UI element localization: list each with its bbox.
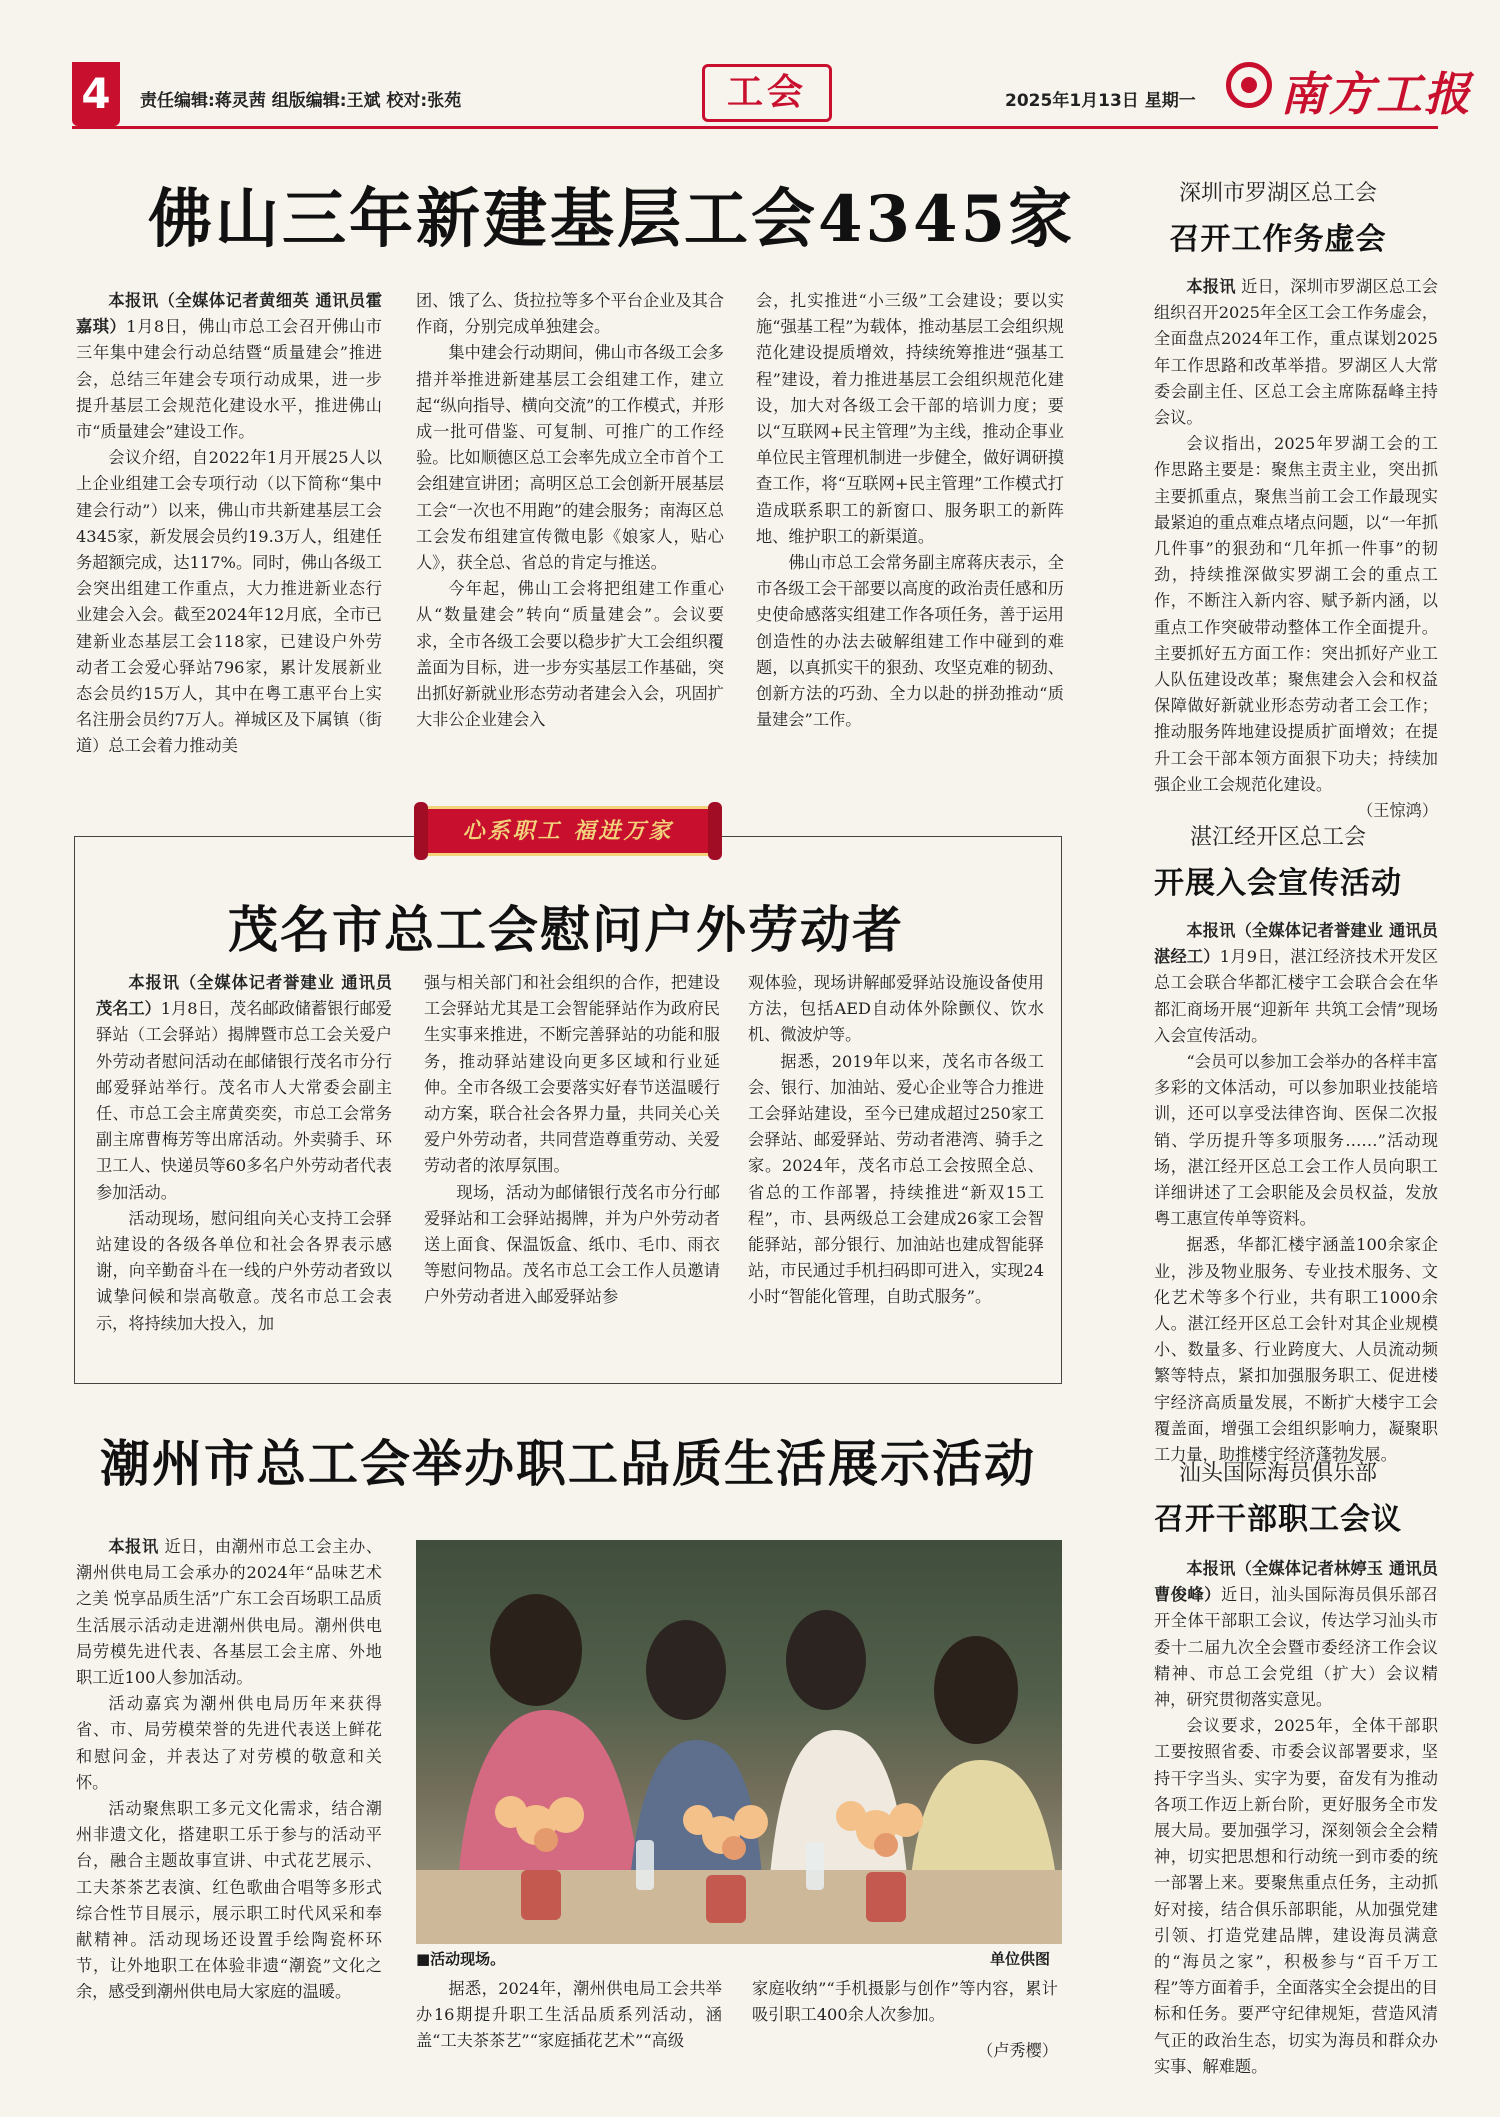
- article-column: [76, 288, 382, 760]
- masthead-logo-icon: [1226, 62, 1272, 108]
- paragraph: 观体验，现场讲解邮爱驿站设施设备使用方法，包括AED自动体外除颤仪、饮水机、微波炉等。: [748, 973, 1044, 1045]
- sidebar-byline: 本报讯（全媒体记者誉建业 通讯员湛经工）: [1154, 921, 1438, 967]
- editors-line: 责任编辑:蒋灵茜 组版编辑:王斌 校对:张苑: [140, 91, 462, 111]
- article-headline: 潮州市总工会举办职工品质生活展示活动: [100, 1434, 1036, 1493]
- paragraph: 1月8日，茂名邮政储蓄银行邮爱驿站（工会驿站）揭牌暨市总工会关爱户外劳动者慰问活动在邮储银行茂名市分行邮爱驿站举行。茂名市人大常委会副主任、市总工会主席黄奕奕，市总工会常务副主席曹梅芳等出席活动。外卖骑手、环卫工人、快递员等60多名户外劳动者代表参加活动。: [96, 999, 392, 1202]
- banner-scroll: [424, 806, 712, 856]
- article-author: （王惊鸿）: [1357, 801, 1438, 821]
- paragraph: 活动聚焦职工多元文化需求，结合潮州非遗文化，搭建职工乐于参与的活动平台，融合主题故事宣讲、中式花艺展示、工夫茶茶艺表演、红色歌曲合唱等多形式综合性节目展示，展示职工时代风采和奉献精神。活动现场还设置手绘陶瓷杯环节，让外地职工在体验非遗“潮瓷”文化之余，感受到潮州供电局大家庭的温暖。: [76, 1799, 382, 2002]
- sidebar-column: [1154, 1556, 1438, 2080]
- photo-scene-icon: [416, 1540, 1062, 1944]
- article-column: [96, 970, 392, 1337]
- article-byline: 本报讯（全媒体记者誉建业 通讯员茂名工）: [96, 973, 392, 1019]
- paragraph: 近日，由潮州市总工会主办、潮州供电局工会承办的2024年“品味艺术之美 悦享品质生活”广东工会百场职工品质生活展示活动走进潮州供电局。潮州供电局劳模先进代表、各基层工会主席、外地职工近100人参加活动。: [76, 1537, 383, 1688]
- sidebar-kicker: 深圳市罗湖区总工会: [1178, 181, 1377, 206]
- paragraph: 今年起，佛山工会将把组建工作重心从“数量建会”转向“质量建会”。会议要求，全市各级工会要以稳步扩大工会组织覆盖面为目标，进一步夯实基层工作基础，突出抓好新就业形态劳动者建会入会，巩固扩大非公企业建会入: [416, 579, 724, 730]
- paragraph: 会议要求，2025年，全体干部职工要按照省委、市委会议部署要求，坚持干字当头、实字为要，奋发有为推动各项工作迈上新台阶，更好服务全市发展大局。要加强学习，深刻领会全会精神，切实把思想和行动统一到市委的统一部署上来。要聚焦重点任务，主动抓好对接，结合俱乐部职能，从加强党建引领、打造党建品牌，建设海员满意的“海员之家”，积极参与“百千万工程”等方面着手，全面落实全会提出的目标和任务。要严守纪律规矩，营造风清气正的政治生态，切实为海员和群众办实事、解难题。: [1154, 1716, 1438, 2076]
- paragraph: 据悉，华都汇楼宇涵盖100余家企业，涉及物业服务、专业技术服务、文化艺术等多个行业，共有职工1000余人。湛江经开区总工会针对其企业规模小、数量多、行业跨度大、人员流动频繁等特点，紧扣加强服务职工、促进楼宇经济高质量发展，不断扩大楼宇工会覆盖面，增强工会组织影响力，凝聚职工力量，助推楼宇经济蓬勃发展。: [1154, 1235, 1438, 1465]
- banner-text: 心系职工 福进万家: [462, 818, 674, 844]
- sidebar-column: [1154, 274, 1438, 824]
- sidebar-byline: 本报讯（全媒体记者林婷玉 通讯员曹俊峰）: [1154, 1559, 1438, 1605]
- paragraph: 会议指出，2025年罗湖工会的工作思路主要是：聚焦主责主业，突出抓主要抓重点，聚焦当前工会工作最现实最紧迫的重点难点堵点问题，以“一年抓几件事”的狠劲和“几年抓一件事”的韧劲，持续推深做实罗湖工会的重点工作，不断注入新内容、赋予新内涵，以重点工作突破带动整体工作全面提升。主要抓好五方面工作：突出抓好产业工人队伍建设改革；聚焦建会入会和权益保障做好新就业形态劳动者工会工作；推动服务阵地建设提质扩面增效；在提升工会干部本领方面狠下功夫；持续加强企业工会规范化建设。: [1154, 434, 1438, 794]
- issue-date: 2025年1月13日 星期一: [1005, 91, 1196, 111]
- paragraph: 近日，汕头国际海员俱乐部召开全体干部职工会议，传达学习汕头市委十二届九次全会暨市委经济工作会议精神、市总工会党组（扩大）会议精神，研究贯彻落实意见。: [1154, 1585, 1438, 1710]
- sidebar-kicker: 汕头国际海员俱乐部: [1178, 1461, 1377, 1486]
- paragraph: 团、饿了么、货拉拉等多个平台企业及其合作商，分别完成单独建会。: [416, 291, 724, 337]
- header-rule: [72, 126, 1438, 129]
- article-author: （卢秀樱）: [977, 2041, 1058, 2061]
- paragraph: 活动嘉宾为潮州供电局历年来获得省、市、局劳模荣誉的先进代表送上鲜花和慰问金，并表达了对劳模的敬意和关怀。: [76, 1694, 382, 1792]
- paragraph: 会，扎实推进“小三级”工会建设；要以实施“强基工程”为载体，推动基层工会组织规范化建设提质增效，持续统筹推进“强基工程”建设，着力推进基层工会组织规范化建设，加大对各级工会干部的培训力度；要以“互联网+民主管理”为主线，推动企事业单位民主管理机制进一步健全，做好调研摸查工作，将“互联网+民主管理”工作模式打造成联系职工的新窗口、服务职工的新阵地、维护职工的新渠道。: [756, 291, 1064, 546]
- sidebar-byline: 本报讯: [1186, 277, 1236, 296]
- sidebar-kicker: 湛江经开区总工会: [1189, 825, 1366, 850]
- section-label: 工会: [702, 64, 832, 122]
- paragraph: 活动现场，慰问组向关心支持工会驿站建设的各级各单位和社会各界表示感谢，向辛勤奋斗在一线的户外劳动者致以诚挚问候和崇高敬意。茂名市总工会表示，将持续加大投入，加: [96, 1208, 392, 1333]
- paragraph: 佛山市总工会常务副主席蒋庆表示，全市各级工会干部要以高度的政治责任感和历史使命感落实组建工作各项任务，善于运用创造性的办法去破解组建工作中碰到的难题，以真抓实干的狠劲、攻坚克难的韧劲、创新方法的巧劲、全力以赴的拼劲推动“质量建会”工作。: [756, 553, 1064, 730]
- article-headline: 佛山三年新建基层工会4345家: [148, 182, 1076, 257]
- sidebar-title: 召开干部职工会议: [1154, 1502, 1402, 1537]
- paragraph: 集中建会行动期间，佛山市各级工会多措并举推进新建基层工会组建工作，建立起“纵向指导、横向交流”的工作模式，并形成一批可借鉴、可复制、可推广的工作经验。比如顺德区总工会率先成立全市首个工会组建宣讲团；高明区总工会创新开展基层工会“一次也不用跑”的建会服务；南海区总工会发布组建宣传微电影《娘家人，贴心人》，获全总、省总的肯定与推送。: [416, 343, 724, 573]
- paragraph: 现场，活动为邮储银行茂名市分行邮爱驿站和工会驿站揭牌，并为户外劳动者送上面食、保温饭盒、纸巾、毛巾、雨衣等慰问物品。茂名市总工会工作人员邀请户外劳动者进入邮爱驿站参: [424, 1182, 720, 1307]
- article-column: [416, 1976, 722, 2055]
- paragraph: 据悉，2024年，潮州供电局工会共举办16期提升职工生活品质系列活动，涵盖“工夫茶茶艺”“家庭插花艺术”“高级: [416, 1979, 722, 2051]
- article-byline: 本报讯（全媒体记者黄细英 通讯员霍嘉琪）: [76, 291, 382, 337]
- photo-caption: ■活动现场。: [416, 1950, 506, 1968]
- article-headline: 茂名市总工会慰问户外劳动者: [228, 900, 904, 959]
- paragraph: 会议介绍，自2022年1月开展25人以上企业组建工会专项行动（以下简称“集中建会行动”）以来，佛山市共新建基层工会4345家，新发展会员约19.3万人，组建任务超额完成，达117%。同时，佛山各级工会突出组建工作重点，大力推进新业态行业建会入会。截至2024年12月底，全市已建新业态基层工会118家，已建设户外劳动者工会爱心驿站796家，累计发展新业态会员约15万人，其中在粤工惠平台上实名注册会员约7万人。禅城区及下属镇（街道）总工会着力推动美: [76, 448, 382, 756]
- article-column: [752, 1976, 1058, 2065]
- page-number-badge: 4: [72, 62, 120, 126]
- article-column: [76, 1534, 382, 2006]
- sidebar-title: 开展入会宣传活动: [1154, 866, 1402, 901]
- article-photo: [416, 1540, 1062, 1944]
- article-column: [756, 288, 1064, 733]
- paragraph: 强与相关部门和社会组织的合作，把建设工会驿站尤其是工会智能驿站作为政府民生实事来推进，不断完善驿站的功能和服务，推动驿站建设向更多区域和行业延伸。全市各级工会要落实好春节送温暖行动方案，联合社会各界力量，共同关心关爱户外劳动者，共同营造尊重劳动、关爱劳动者的浓厚氛围。: [424, 973, 720, 1176]
- article-column: [424, 970, 720, 1311]
- paragraph: 据悉，2019年以来，茂名市各级工会、银行、加油站、爱心企业等合力推进工会驿站建设，至今已建成超过250家工会驿站、邮爱驿站、劳动者港湾、骑手之家。2024年，茂名市总工会按照全总、省总的工作部署，持续推进“新双15工程”，市、县两级总工会建成26家工会智能驿站，部分银行、加油站也建成智能驿站，市民通过手机扫码即可进入，实现24小时“智能化管理，自助式服务”。: [748, 1051, 1044, 1307]
- page-header: [0, 0, 1500, 130]
- paragraph: 近日，深圳市罗湖区总工会组织召开2025年全区工会工作务虚会，全面盘点2024年工作，重点谋划2025年工作思路和改革举措。罗湖区人大常委会副主任、区总工会主席陈磊峰主持会议。: [1154, 277, 1439, 428]
- paragraph: 家庭收纳”“手机摄影与创作”等内容，累计吸引职工400余人次参加。: [752, 1979, 1058, 2025]
- paragraph: “会员可以参加工会举办的各样丰富多彩的文体活动，可以参加职业技能培训，还可以享受法律咨询、医保二次报销、学历提升等多项服务……”活动现场，湛江经开区总工会工作人员向职工详细讲述了工会职能及会员权益，发放粤工惠宣传单等资料。: [1154, 1052, 1438, 1229]
- sidebar-title: 召开工作务虚会: [1169, 222, 1387, 257]
- photo-credit: 单位供图: [990, 1950, 1051, 1968]
- sidebar-column: [1154, 918, 1438, 1468]
- article-column: [416, 288, 724, 733]
- article-column: [748, 970, 1044, 1311]
- paragraph: 1月8日，佛山市总工会召开佛山市三年集中建会行动总结暨“质量建会”推进会，总结三年建会专项行动成果，进一步提升基层工会规范化建设水平，推进佛山市“质量建会”建设工作。: [76, 317, 382, 442]
- paragraph: 1月9日，湛江经济技术开发区总工会联合华都汇楼宇工会联合会在华都汇商场开展“迎新年 共筑工会情”现场入会宣传活动。: [1154, 947, 1439, 1045]
- article-byline: 本报讯: [108, 1537, 159, 1556]
- masthead: 南方工报: [1280, 67, 1472, 121]
